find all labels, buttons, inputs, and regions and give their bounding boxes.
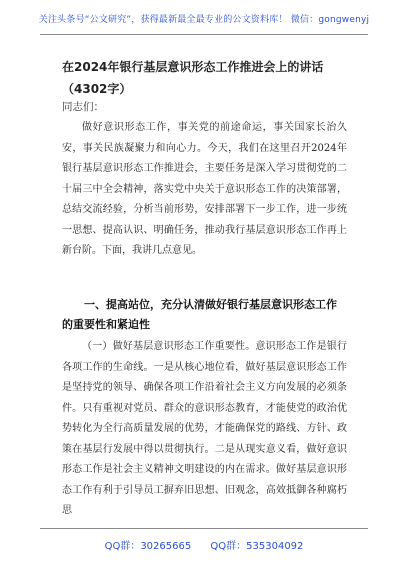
qq-group-2: QQ群：535304092	[210, 541, 304, 552]
salutation: 同志们：	[62, 101, 104, 113]
section-heading: 一、提高站位，充分认清做好银行基层意识形态工作的重要性和紧迫性	[62, 298, 337, 331]
intro-paragraph: 做好意识形态工作，事关党的前途命运，事关国家长治久安，事关民族凝聚力和向心力。今天，我们在这里召开2024年银行基层意识形态工作推进会，主要任务是深入学习贯彻党的二十届三中全会精神，落实党中央关于意识形态工作的决策部署，总结交流经验，分析当前形势，安排部署下一步工作，进一步统一思想、提高认识、明确任务，推动我行基层意识形态工作再上新台阶。下面，我讲几点意见。	[62, 122, 347, 256]
body-paragraph: （一）做好基层意识形态工作重要性。意识形态工作是银行各项工作的生命线。一是从核心地位看，做好基层意识形态工作是坚持党的领导、确保各项工作沿着社会主义方向发展的必须条件。只有重视对党员、群众的意识形态教育，才能使党的政治优势转化为全行高质量发展的优势，才能确保党的路线、方针、政策在基层行发展中得以贯彻执行。二是从现实意义看，做好意识形态工作是社会主义精神文明建设的内在需求。做好基层意识形态工作有利于引导员工摒弃旧思想、旧观念，高效抵御各种腐朽思	[62, 341, 347, 516]
qq-group-1: QQ群：30265665	[104, 541, 192, 552]
document-title: 在2024年银行基层意识形态工作推进会上的讲话（4302字）	[62, 60, 324, 96]
footer-contact	[0, 537, 408, 552]
promo-banner: 关注头条号“公文研究”，获得最新最全最专业的公文资料库！ 微信：gongwenyj	[38, 15, 370, 25]
footer-divider	[40, 528, 368, 529]
header-divider	[40, 34, 368, 35]
